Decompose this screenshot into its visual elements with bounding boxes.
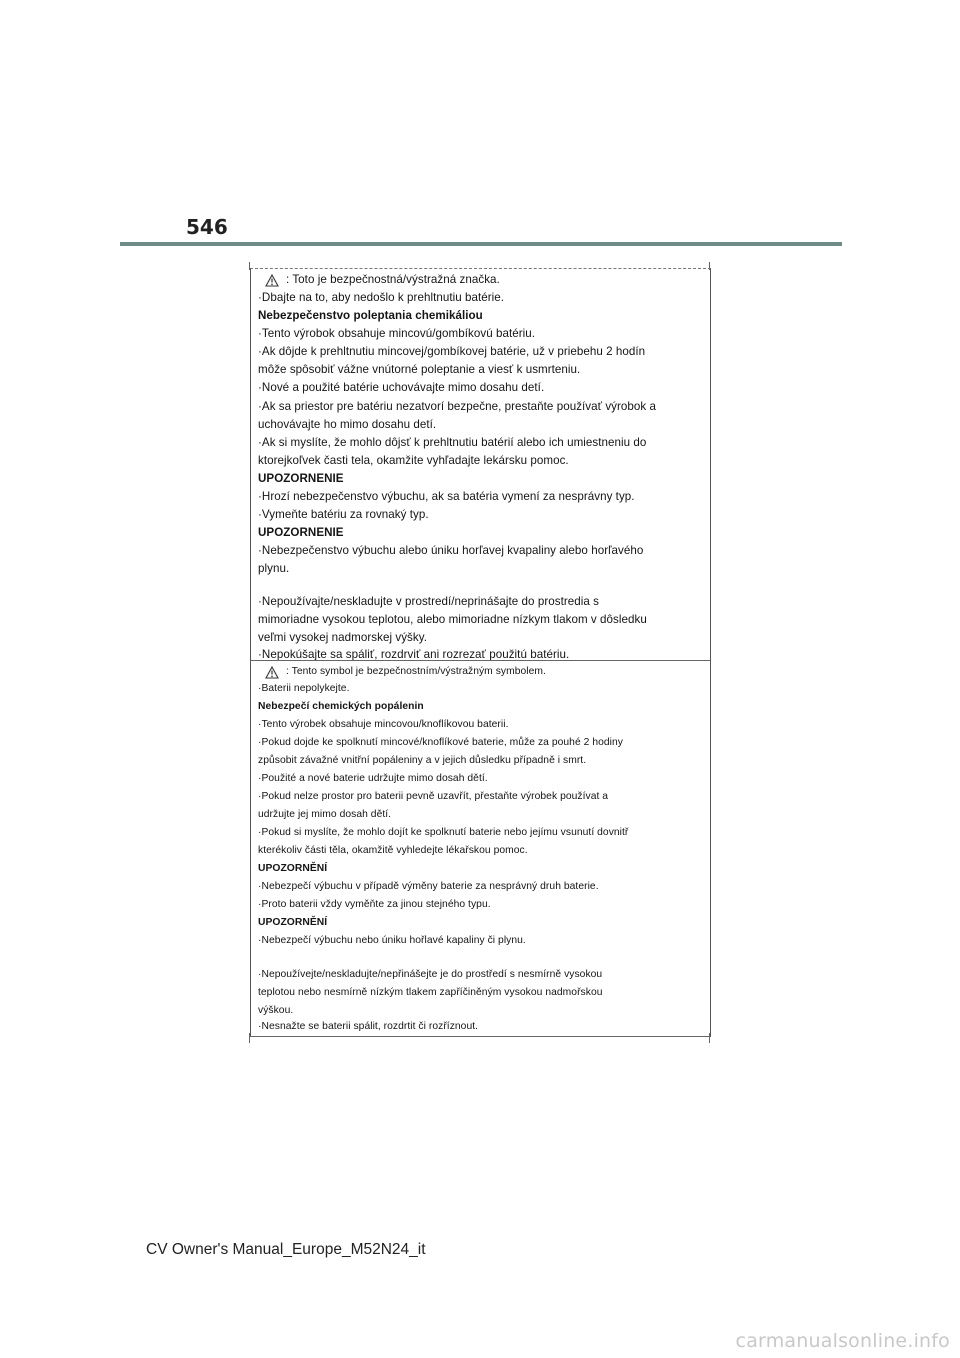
slovak-notice-box <box>250 268 711 661</box>
notice-sk-line: : Toto je bezpečnostná/výstražná značka. <box>286 273 500 286</box>
notice-sk-line: plynu. <box>258 562 290 575</box>
notice-sk-line: mimoriadne vysokou teplotou, alebo mimoriadne nízkym tlakom v dôsledku <box>258 613 647 626</box>
notice-cz-line: ·Nebezpečí výbuchu v případě výměny baterie za nesprávný druh baterie. <box>258 881 599 892</box>
notice-cz-line: ·Tento výrobek obsahuje mincovou/knoflíkovou baterii. <box>258 719 509 730</box>
warning-triangle-icon <box>265 666 279 684</box>
notice-sk-line: ·Ak sa priestor pre batériu nezatvorí bezpečne, prestaňte používať výrobok a <box>258 400 657 413</box>
notice-cz-line: ·Baterii nepolykejte. <box>258 683 350 694</box>
notice-cz-heading: UPOZORNĚNÍ <box>258 863 328 874</box>
notice-sk-heading: UPOZORNENIE <box>258 526 344 539</box>
notice-cz-heading: UPOZORNĚNÍ <box>258 917 328 928</box>
notice-sk-line: ·Dbajte na to, aby nedošlo k prehltnutiu batérie. <box>258 291 505 304</box>
notice-sk-heading: UPOZORNENIE <box>258 472 344 485</box>
page-number: 546 <box>186 215 228 239</box>
notice-sk-line: ·Nepokúšajte sa spáliť, rozdrviť ani rozrezať použitú batériu. <box>258 648 570 661</box>
notice-sk-heading: Nebezpečenstvo poleptania chemikáliou <box>258 309 483 322</box>
notice-sk-line: ·Tento výrobok obsahuje mincovú/gombíkovú batériu. <box>258 327 536 340</box>
notice-sk-line: ·Nepoužívajte/neskladujte v prostredí/neprinášajte do prostredia s <box>258 595 599 608</box>
footer-manual-title: CV Owner's Manual_Europe_M52N24_it <box>146 1241 426 1258</box>
czech-notice-box <box>250 660 711 1037</box>
notice-cz-line: ·Pokud dojde ke spolknutí mincové/knoflíkové baterie, může za pouhé 2 hodiny <box>258 737 623 748</box>
notice-cz-line: kterékoliv části těla, okamžitě vyhledejte lékařskou pomoc. <box>258 845 528 856</box>
warning-triangle-icon <box>265 274 279 292</box>
notice-cz-line: udržujte jej mimo dosah dětí. <box>258 809 392 820</box>
notice-cz-line: ·Nesnažte se baterii spálit, rozdrtit či rozříznout. <box>258 1021 479 1032</box>
notice-cz-line: ·Nebezpečí výbuchu nebo úniku hořlavé kapaliny či plynu. <box>258 935 526 946</box>
notice-cz-line: výškou. <box>258 1005 294 1016</box>
notice-sk-line: ·Nové a použité batérie uchovávajte mimo dosahu detí. <box>258 381 545 394</box>
header-rule <box>120 242 842 246</box>
notice-sk-line: ·Nebezpečenstvo výbuchu alebo úniku horľavej kvapaliny alebo horľavého <box>258 544 644 557</box>
scanned-battery-notice <box>250 268 711 1038</box>
notice-cz-line: způsobit závažné vnitřní popáleniny a v jejich důsledku případně i smrt. <box>258 755 587 766</box>
notice-cz-line: ·Proto baterii vždy vyměňte za jinou stejného typu. <box>258 899 491 910</box>
notice-cz-line: ·Pokud si myslíte, že mohlo dojít ke spolknutí baterie nebo jejímu vsunutí dovnitř <box>258 827 629 838</box>
notice-sk-line: ·Ak dôjde k prehltnutiu mincovej/gombíkovej batérie, už v priebehu 2 hodín <box>258 345 646 358</box>
notice-sk-line: môže spôsobiť vážne vnútorné poleptanie a viesť k usmrteniu. <box>258 363 581 376</box>
notice-sk-line: ·Vymeňte batériu za rovnaký typ. <box>258 508 429 521</box>
notice-cz-line: ·Použité a nové baterie udržujte mimo dosah dětí. <box>258 773 488 784</box>
notice-sk-line: ktorejkoľvek časti tela, okamžite vyhľadajte lekársku pomoc. <box>258 454 569 467</box>
notice-sk-line: ·Ak si myslíte, že mohlo dôjsť k prehltnutiu batérií alebo ich umiestneniu do <box>258 436 647 449</box>
notice-sk-line: uchovávajte ho mimo dosahu detí. <box>258 418 437 431</box>
notice-cz-line: ·Nepoužívejte/neskladujte/nepřinášejte je do prostředí s nesmírně vysokou <box>258 969 603 980</box>
notice-sk-line: veľmi vysokej nadmorskej výšky. <box>258 631 428 644</box>
watermark: carmanualsonline.info <box>735 1330 950 1352</box>
notice-cz-line: teplotou nebo nesmírně nízkým tlakem zapříčiněným vysokou nadmořskou <box>258 987 603 998</box>
notice-cz-heading: Nebezpečí chemických popálenin <box>258 701 424 712</box>
notice-sk-line: ·Hrozí nebezpečenstvo výbuchu, ak sa batéria vymení za nesprávny typ. <box>258 490 635 503</box>
notice-cz-line: : Tento symbol je bezpečnostním/výstražným symbolem. <box>286 666 546 677</box>
notice-cz-line: ·Pokud nelze prostor pro baterii pevně uzavřít, přestaňte výrobek používat a <box>258 791 609 802</box>
